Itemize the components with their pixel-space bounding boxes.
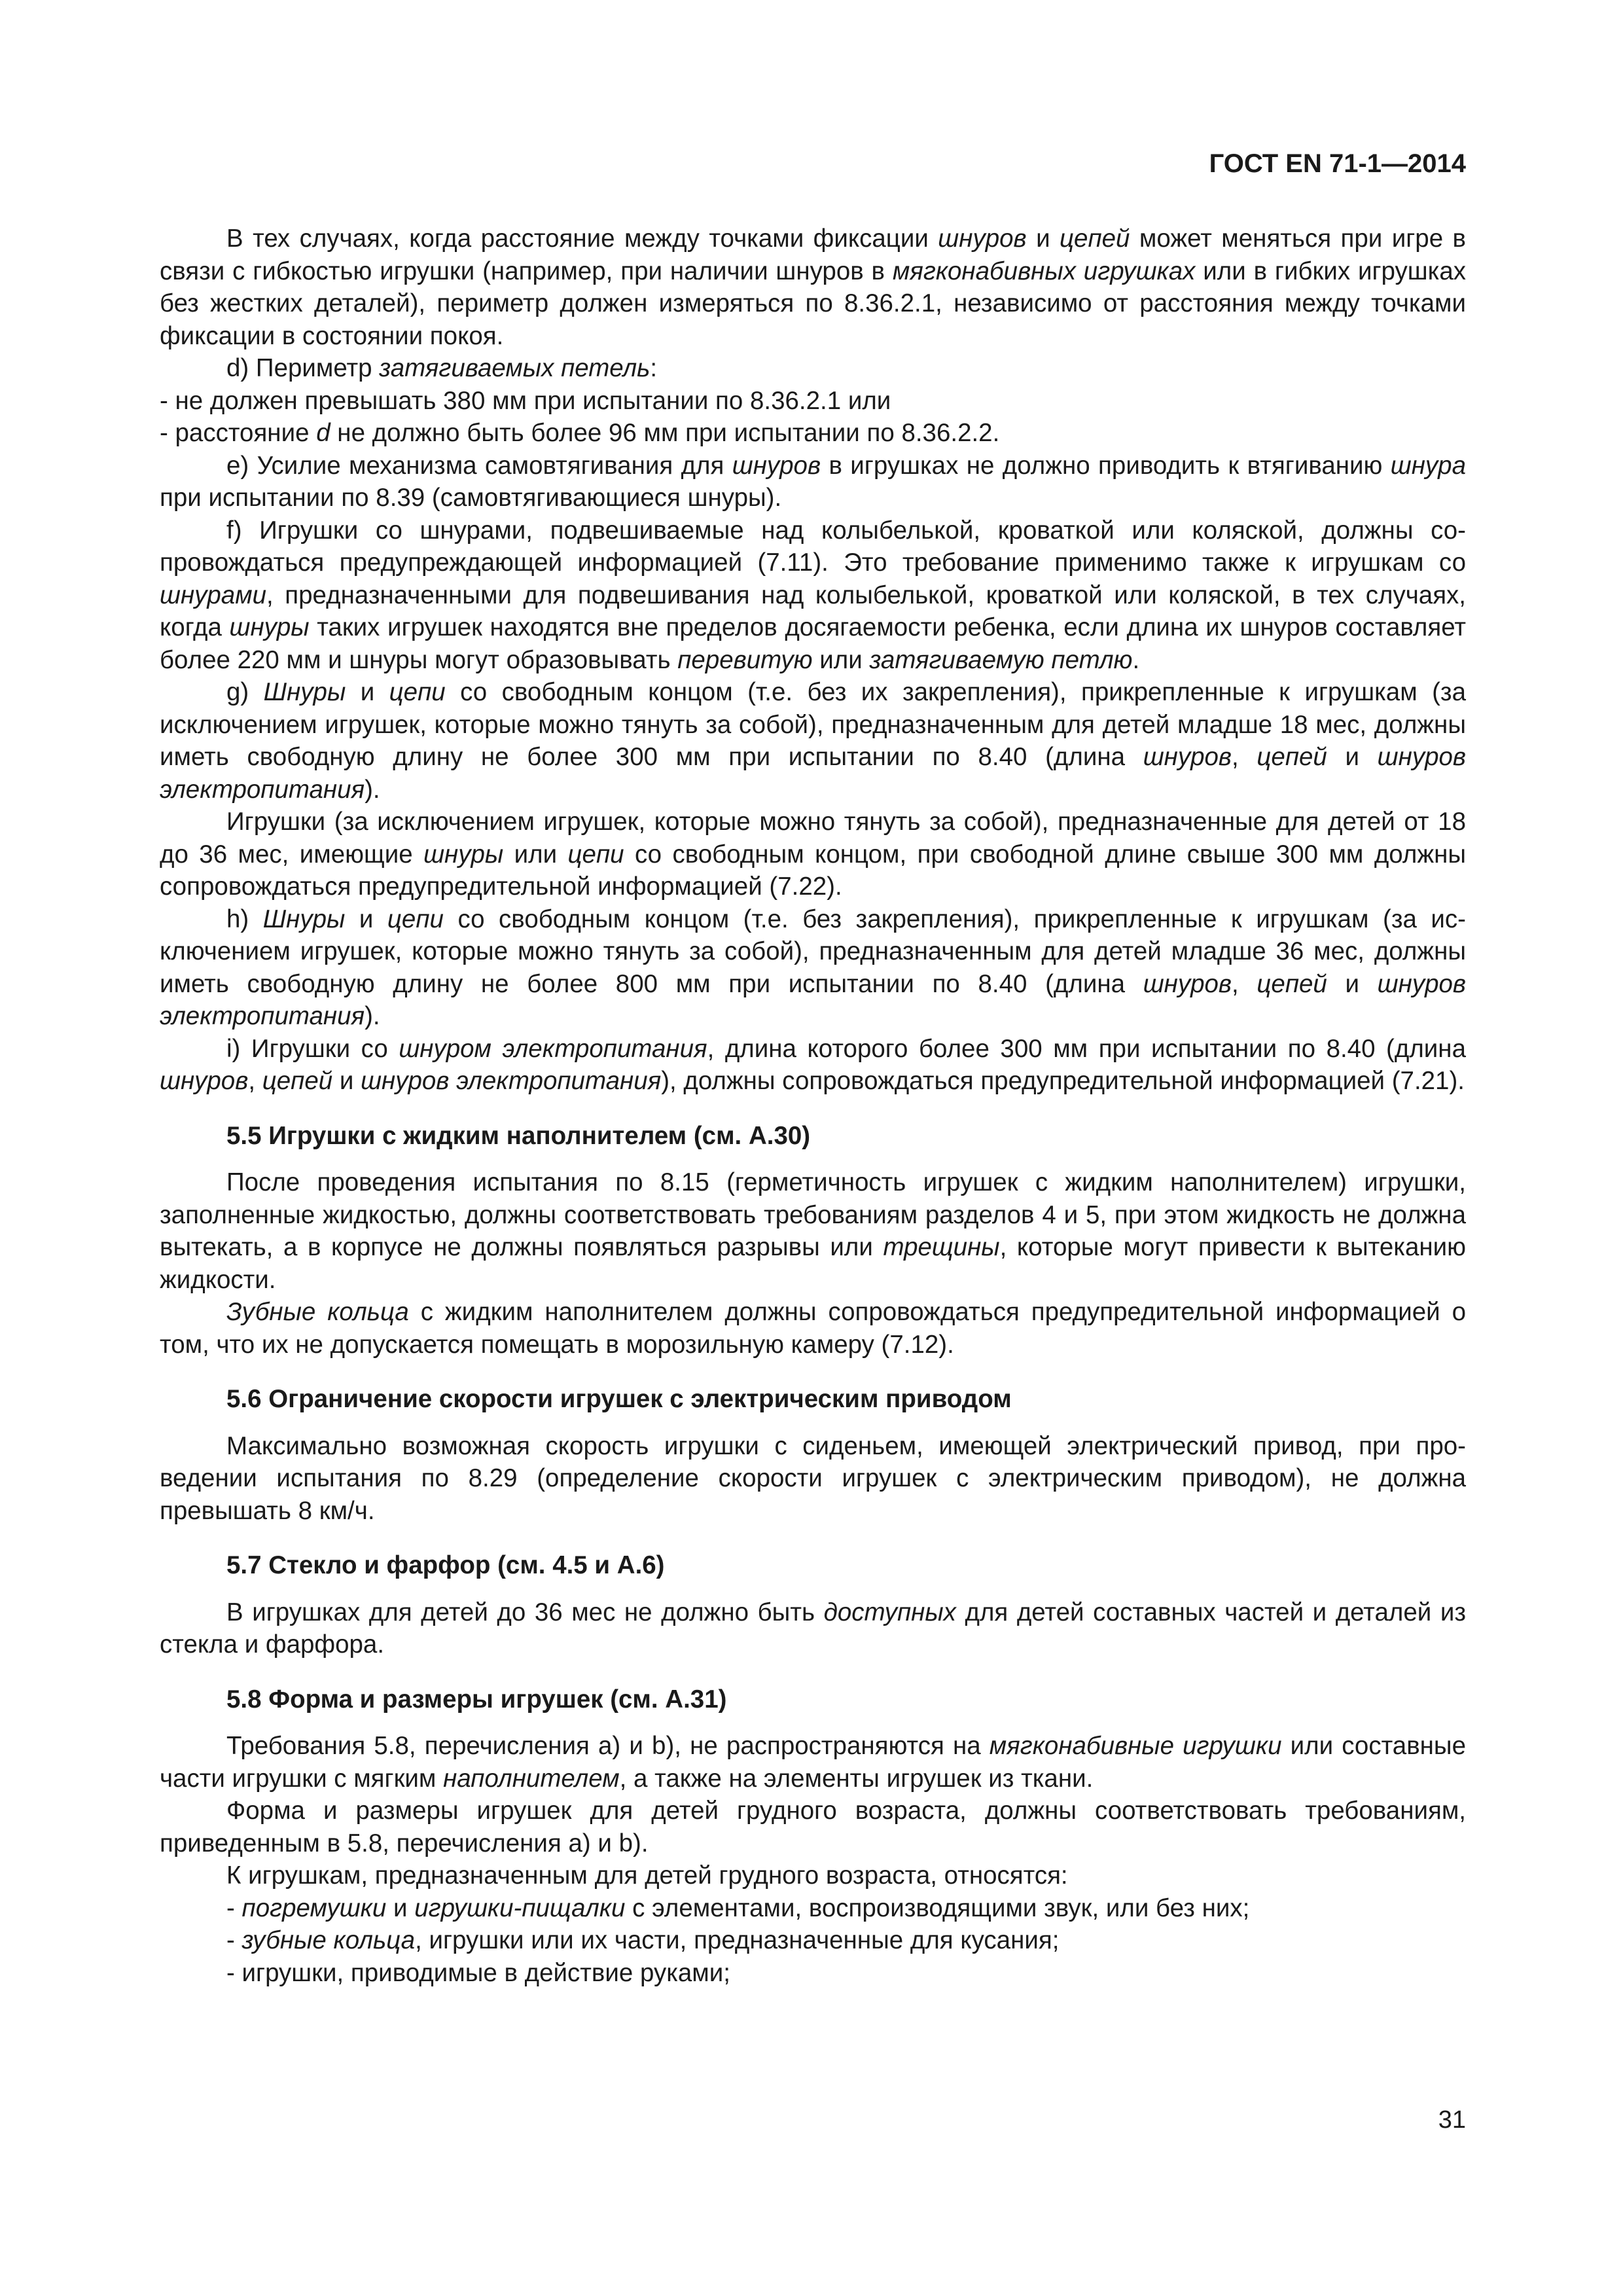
page-number: 31 <box>1438 2106 1466 2134</box>
text-run: ). <box>365 775 380 804</box>
italic-term: игрушки-пищалки <box>414 1893 626 1922</box>
italic-term: погремушки <box>241 1893 387 1922</box>
text-run: Требования 5.8, перечисления a) и b), не распространяются на <box>226 1732 990 1760</box>
text-run: , которые могут привести к вытеканию жидкости. <box>160 1233 1466 1294</box>
italic-term: шнуров <box>938 224 1027 253</box>
text-run: - игрушки, приводимые в действие руками; <box>226 1958 730 1987</box>
italic-term: шнурами <box>160 581 267 609</box>
text-run: с жидким наполнителем должны сопровождаться предупредительной информацией о том, что их не допускается помещать в морозильную камеру (7.12). <box>160 1298 1466 1359</box>
paragraph <box>160 223 1466 352</box>
text-run: , игрушки или их части, предназначенные для кусания; <box>415 1926 1060 1954</box>
list-item-d <box>160 352 1466 385</box>
list-item-g <box>160 676 1466 806</box>
italic-term: шнура <box>1390 451 1466 480</box>
italic-term: затягиваемую петлю <box>869 645 1133 674</box>
text-run: f) Игрушки со шнурами, подвешиваемые над колыбелькой, кроваткой или коляской, должны сопровождаться предупреждающей информацией (7.11). Это требование применимо также к игрушкам со <box>160 516 1466 577</box>
document-body <box>160 223 1466 1989</box>
text-run: со свободным концом, при свободной длине свыше 300 мм должны сопровождаться предупредительной информацией (7.22). <box>160 840 1467 901</box>
paragraph <box>160 1795 1466 1859</box>
italic-term: мягконабивные игрушки <box>989 1732 1282 1760</box>
list-item-h <box>160 903 1466 1033</box>
italic-term: шнуров <box>160 1067 249 1095</box>
italic-term: наполнителем <box>443 1764 620 1793</box>
italic-term: Шнуры <box>262 905 346 933</box>
italic-term: затягиваемых петель <box>379 354 651 382</box>
text-run: , <box>1232 969 1257 998</box>
text-run: К игрушкам, предназначенным для детей грудного возраста, относятся: <box>226 1861 1068 1890</box>
paragraph <box>160 1859 1466 1892</box>
text-run: или составные части игрушки с мягким <box>160 1732 1466 1793</box>
text-run: и <box>332 1067 361 1095</box>
italic-term: трещины <box>883 1233 1000 1261</box>
text-run: ). <box>365 1002 380 1030</box>
text-run: , предназначенными для подвешивания над колыбелькой, кроваткой или коляской, в тех случаях, когда <box>160 581 1466 641</box>
text-run: и <box>345 905 387 933</box>
text-run: , а также на элементы игрушек из ткани. <box>619 1764 1094 1793</box>
text-run: или <box>812 645 870 674</box>
paragraph <box>160 1166 1466 1296</box>
italic-term: Шнуры <box>263 678 346 706</box>
section-heading-5-8: 5.8 Форма и размеры игрушек (см. А.31) <box>226 1685 727 1713</box>
italic-term: шнуры <box>229 613 310 641</box>
text-run: h) <box>226 905 263 933</box>
text-run: - не должен превышать 380 мм при испытании по 8.36.2.1 или <box>160 386 891 415</box>
text-run: или <box>503 840 568 869</box>
italic-term: шнуров <box>1143 969 1232 998</box>
text-run: , <box>1232 743 1257 771</box>
dash-item <box>160 385 1466 418</box>
text-run: В тех случаях, когда расстояние между точками фиксации <box>226 224 938 253</box>
text-run: d) Периметр <box>226 354 380 382</box>
italic-term: перевитую <box>677 645 813 674</box>
italic-term: цепи <box>387 905 444 933</box>
italic-term: шнуров <box>1143 743 1232 771</box>
italic-term: мягконабивных игрушках <box>892 257 1196 285</box>
text-run: для детей составных частей и деталей из стекла и фарфора. <box>160 1598 1466 1659</box>
text-run: e) Усилие механизма самовтягивания для <box>226 451 732 480</box>
dash-item <box>160 1892 1466 1925</box>
text-run: Максимально возможная скорость игрушки с сиденьем, имеющей электрический привод, при проведении испытания по 8.29 (определение скорости игрушек с электрическим приводом), не должна превышать 8 км/ч. <box>160 1431 1466 1525</box>
italic-term: d <box>316 419 330 447</box>
italic-term: цепей <box>262 1067 333 1095</box>
italic-term: Зубные кольца <box>226 1298 409 1326</box>
italic-term: шнуров <box>732 451 821 480</box>
text-run: и <box>346 678 389 706</box>
paragraph <box>160 806 1466 903</box>
list-item-e <box>160 450 1466 514</box>
text-run: , <box>248 1067 262 1095</box>
text-run: - <box>226 1926 242 1954</box>
section-heading-5-5: 5.5 Игрушки с жидким наполнителем (см. А.30) <box>226 1121 811 1150</box>
italic-term: шнуров электропитания <box>160 969 1466 1030</box>
text-run: Игрушки (за исключением игрушек, которые можно тянуть за собой), предназначенные для детей от 18 до 36 мес, имеющие <box>160 808 1466 869</box>
italic-term: цепи <box>389 678 446 706</box>
italic-term: шнуры <box>423 840 504 869</box>
text-run: и <box>1327 743 1378 771</box>
italic-term: шнуром электропитания <box>399 1034 707 1063</box>
text-run: и <box>1327 969 1378 998</box>
text-run: : <box>650 354 658 382</box>
text-run: и <box>386 1893 415 1922</box>
italic-term: цепей <box>1257 743 1327 771</box>
text-run: После проведения испытания по 8.15 (герметичность игрушек с жидким наполнителем) игрушки, заполненные жидкостью, должны соответствовать требованиям разделов 4 и 5, при этом жидкость не должна вытекать, а в корпусе не должны появляться разрывы или <box>160 1168 1466 1261</box>
section-heading-5-6: 5.6 Ограничение скорости игрушек с электрическим приводом <box>226 1385 1012 1413</box>
text-run: ), должны сопровождаться предупредительной информацией (7.21). <box>661 1067 1465 1095</box>
text-run: с элементами, воспроизводящими звук, или без них; <box>625 1893 1250 1922</box>
text-run: не должно быть более 96 мм при испытании по 8.36.2.2. <box>330 419 1000 447</box>
text-run: может меняться при игре в связи с гибкостью игрушки (например, при наличии шнуров в <box>160 224 1466 285</box>
dash-item <box>160 1957 1466 1990</box>
text-run: таких игрушек находятся вне пределов досягаемости ребенка, если длина их шнуров составляет более 220 мм и шнуры могут образовывать <box>160 613 1467 674</box>
text-run: В игрушках для детей до 36 мес не должно быть <box>226 1598 824 1626</box>
paragraph <box>160 1296 1466 1361</box>
paragraph <box>160 1596 1466 1661</box>
section-heading-5-7: 5.7 Стекло и фарфор (см. 4.5 и А.6) <box>226 1551 665 1579</box>
italic-term: цепей <box>1060 224 1130 253</box>
text-run: , длина которого более 300 мм при испытании по 8.40 (длина <box>707 1034 1466 1063</box>
dash-item <box>160 1924 1466 1957</box>
text-run: . <box>1132 645 1140 674</box>
text-run: - расстояние <box>160 419 317 447</box>
text-run: - <box>226 1893 242 1922</box>
text-run: g) <box>226 678 264 706</box>
italic-term: доступных <box>823 1598 956 1626</box>
text-run: или в гибких игрушках без жестких деталей), периметр должен измеряться по 8.36.2.1, независимо от расстояния между точками фиксации в состоянии покоя. <box>160 257 1467 350</box>
dash-item <box>160 417 1466 450</box>
text-run: Форма и размеры игрушек для детей грудного возраста, должны соответствовать требованиям, приведенным в 5.8, перечисления a) и b). <box>160 1797 1466 1857</box>
italic-term: шнуров электропитания <box>361 1067 662 1095</box>
italic-term: цепи <box>567 840 624 869</box>
text-run: со свободным концом (т.е. без закрепления), прикрепленные к игрушкам (за исключением игрушек, которые можно тянуть за собой), предназначенным для детей младше 36 мес, должны иметь свободную длину не более 800 мм при испытании по 8.40 (длина <box>160 905 1466 998</box>
text-run: и <box>1026 224 1060 253</box>
list-item-i <box>160 1033 1466 1098</box>
text-run: со свободным концом (т.е. без их закрепления), прикрепленные к игрушкам (за исключением игрушек, которые можно тянуть за собой), предназначенным для детей младше 18 мес, должны иметь свободную длину не более 300 мм при испытании по 8.40 (длина <box>160 678 1466 771</box>
list-item-f <box>160 514 1466 677</box>
document-code-header: ГОСТ EN 71-1—2014 <box>1209 149 1466 178</box>
text-run: при испытании по 8.39 (самовтягивающиеся шнуры). <box>160 484 782 512</box>
paragraph <box>160 1730 1466 1795</box>
italic-term: цепей <box>1257 969 1327 998</box>
paragraph <box>160 1430 1466 1528</box>
text-run: i) Игрушки со <box>226 1034 399 1063</box>
italic-term: зубные кольца <box>241 1926 416 1954</box>
text-run: в игрушках не должно приводить к втягиванию <box>821 451 1391 480</box>
italic-term: шнуров электропитания <box>160 743 1466 804</box>
